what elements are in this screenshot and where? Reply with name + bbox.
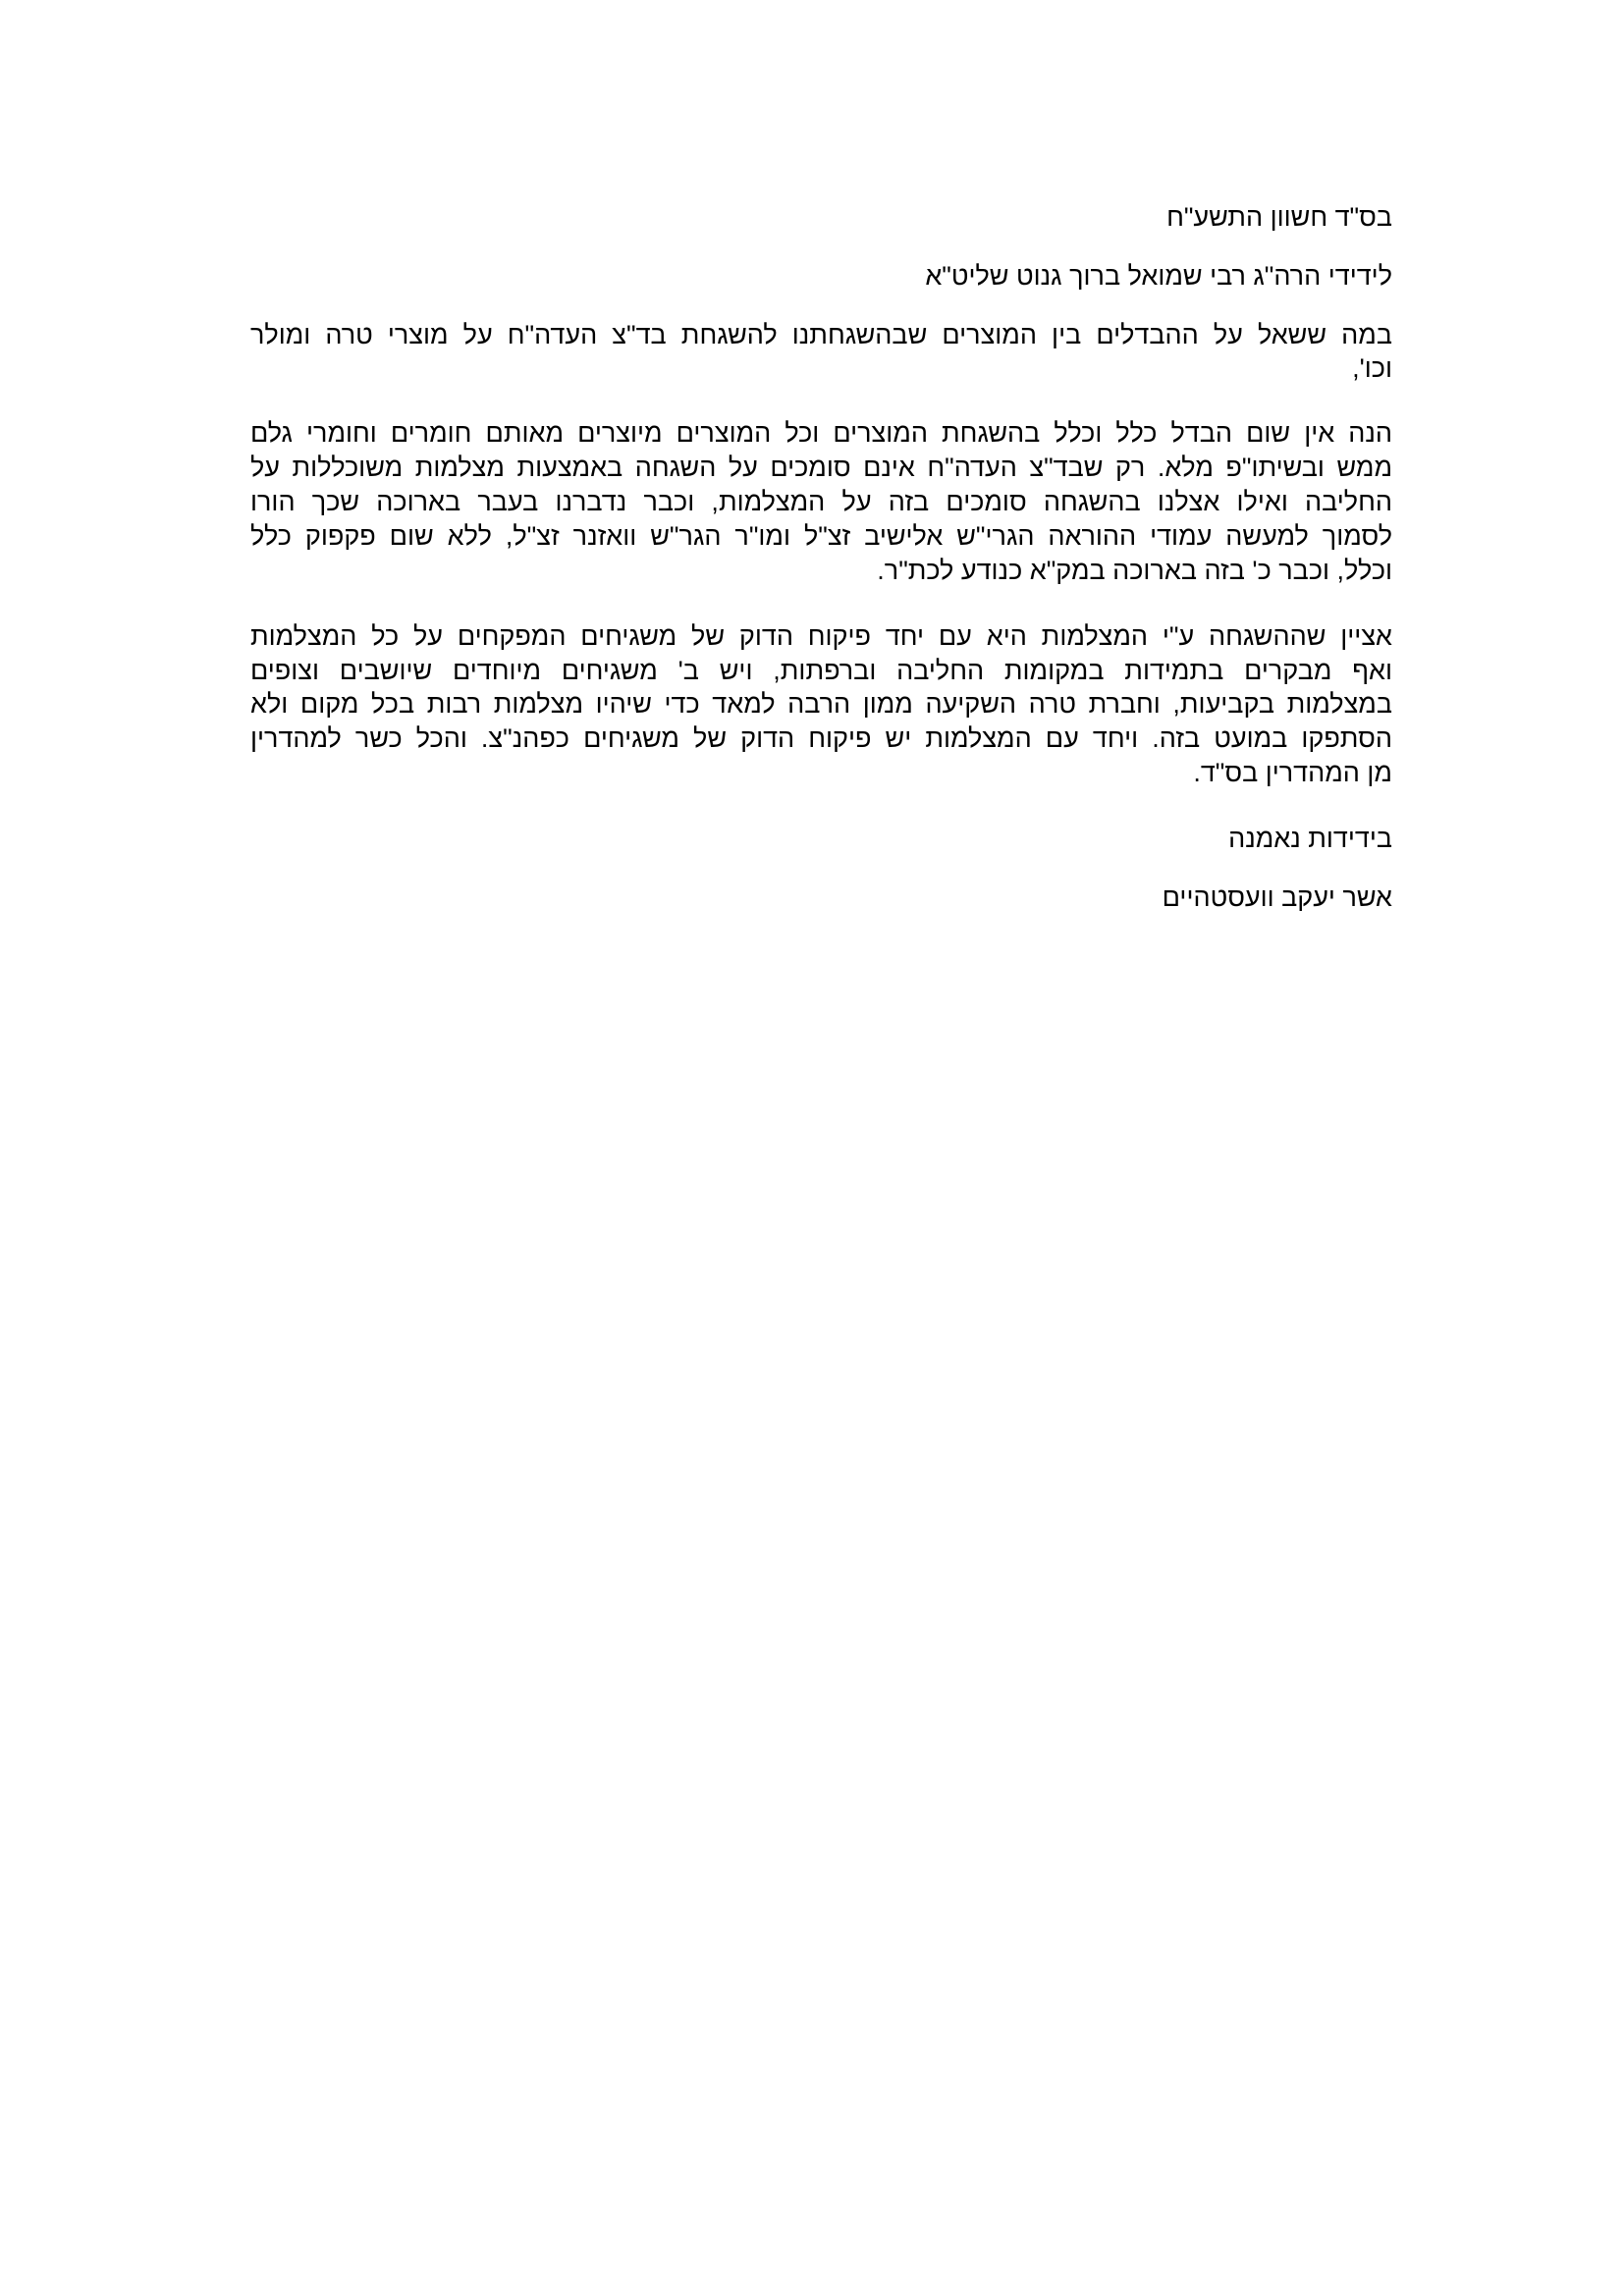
paragraph-line: במצלמות בקביעות, וחברת טרה השקיעה ממון הרבה למאד כדי שיהיו מצלמות רבות בכל מקום ולא <box>250 689 1392 719</box>
paragraph-line: הסתפקו במועט בזה. ויחד עם המצלמות יש פיקוח הדוק של משגיחים כפהנ"צ. והכל כשר למהדרין <box>250 723 1392 753</box>
letter-date: בס"ד חשוון התשע"ח <box>1166 202 1392 232</box>
letter-signature: אשר יעקב וועסטהיים <box>1162 882 1392 912</box>
paragraph-line: וכו', <box>1352 353 1392 383</box>
paragraph-line: לסמוך למעשה עמודי ההוראה הגרי"ש אלישיב זצ"ל ומו"ר הגר"ש וואזנר זצ"ל, ללא שום פקפוק כלל <box>250 521 1392 551</box>
paragraph-line: מן המהדרין בס"ד. <box>1193 758 1392 787</box>
letter-salutation: לידידי הרה"ג רבי שמואל ברוך גנוט שליט"א <box>925 261 1392 291</box>
paragraph-line: ואף מבקרים בתמידות במקומות החליבה וברפתות, ויש ב' משגיחים מיוחדים שיושבים וצופים <box>250 656 1392 685</box>
paragraph-line: ממש ובשיתו"פ מלא. רק שבד"צ העדה"ח אינם סומכים על השגחה באמצעות מצלמות משוכללות על <box>250 453 1392 482</box>
paragraph-line: הנה אין שום הבדל כלל וכלל בהשגחת המוצרים וכל המוצרים מיוצרים מאותם חומרים וחומרי גלם <box>250 418 1392 448</box>
letter-closing: בידידות נאמנה <box>1228 824 1392 853</box>
paragraph-line: וכלל, וכבר כ' בזה בארוכה במק"א כנודע לכת"ר. <box>877 556 1392 585</box>
paragraph-line: במה ששאל על ההבדלים בין המוצרים שבהשגחתנו להשגחת בד"צ העדה"ח על מוצרי טרה ומולר <box>250 320 1392 349</box>
paragraph-line: החליבה ואילו אצלנו בהשגחה סומכים בזה על המצלמות, וכבר נדברנו בעבר בארוכה שכך הורו <box>250 487 1392 516</box>
paragraph-line: אציין שההשגחה ע"י המצלמות היא עם יחד פיקוח הדוק של משגיחים המפקחים על כל המצלמות <box>250 621 1392 651</box>
